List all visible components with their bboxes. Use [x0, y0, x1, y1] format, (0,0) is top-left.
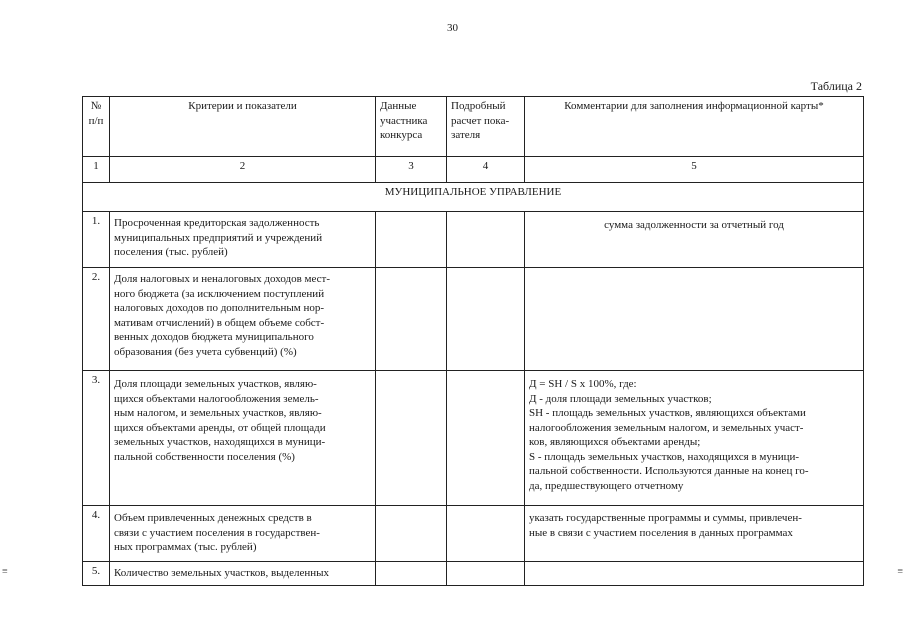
column-number: 5 [525, 157, 864, 183]
table-row [83, 371, 864, 506]
row-data-cell [376, 506, 447, 562]
row-calc-cell [447, 506, 525, 562]
row-data-cell [376, 268, 447, 371]
row-number: 2. [83, 268, 110, 371]
row-criteria: Просроченная кредиторская задолженность муниципальных предприятий и учреждений поселения (тыс. рублей) [110, 212, 376, 268]
row-criteria: Объем привлеченных денежных средств в связи с участием поселения в государствен- ных программах (тыс. рублей) [110, 506, 376, 562]
section-row [83, 183, 864, 212]
table-header-row [83, 97, 864, 157]
column-number: 4 [447, 157, 525, 183]
row-number: 3. [83, 371, 110, 506]
column-number: 1 [83, 157, 110, 183]
row-comment [525, 562, 864, 586]
row-number: 5. [83, 562, 110, 586]
row-criteria: Количество земельных участков, выделенных [110, 562, 376, 586]
formula-line: S - площадь земельных участков, находящихся в муници- [529, 450, 800, 463]
section-title: МУНИЦИПАЛЬНОЕ УПРАВЛЕНИЕ [83, 183, 864, 212]
page-number: 30 [447, 22, 458, 34]
header-calc: Подробный расчет пока- зателя [447, 97, 525, 157]
column-number: 2 [110, 157, 376, 183]
criteria-table [82, 96, 864, 586]
formula-line: да, предшествующего отчетному [529, 479, 684, 492]
row-data-cell [376, 371, 447, 506]
header-data: Данные участника конкурса [376, 97, 447, 157]
table-caption: Таблица 2 [810, 79, 862, 93]
row-data-cell [376, 212, 447, 268]
row-comment: указать государственные программы и суммы, привлечен- ные в связи с участием поселения в данных программах [525, 506, 864, 562]
row-data-cell [376, 562, 447, 586]
column-number: 3 [376, 157, 447, 183]
row-calc-cell [447, 562, 525, 586]
table-row [83, 212, 864, 268]
right-margin-mark: ≡ [897, 566, 903, 577]
formula-line: налогообложения земельным налогом, и земельных участ- [529, 421, 804, 434]
table-row [83, 506, 864, 562]
row-comment [525, 268, 864, 371]
formula-line: ков, являющихся объектами аренды; [529, 436, 701, 448]
row-comment: сумма задолженности за отчетный год [525, 212, 864, 268]
row-comment [525, 371, 864, 506]
row-criteria: Доля налоговых и неналоговых доходов мест- ного бюджета (за исключением поступлений налоговых доходов по дополнительным нор- мативам отчислений) в общем объеме собст- венных доходов бюджета муниципального образования (без учета субвенций) (%) [110, 268, 376, 371]
formula-line: SH - площадь земельных участков, являющихся объектами [529, 407, 806, 419]
header-criteria: Критерии и показатели [110, 97, 376, 157]
formula-line: Д - доля площади земельных участков; [529, 392, 712, 405]
formula-line: Д = SH / S x 100%, где: [529, 378, 637, 390]
row-criteria: Доля площади земельных участков, являю- щихся объектами налогообложения земель- ным налогом, и земельных участков, являю- щихся объектами аренды, от общей площади земельных участков, находящихся в муници- пальной собственности поселения (%) [110, 371, 376, 506]
row-number: 4. [83, 506, 110, 562]
header-comments: Комментарии для заполнения информационной карты* [525, 97, 864, 157]
row-calc-cell [447, 212, 525, 268]
left-margin-mark: ≡ [2, 566, 8, 577]
formula-line: пальной собственности. Используются данные на конец го- [529, 465, 809, 477]
column-number-row [83, 157, 864, 183]
row-calc-cell [447, 371, 525, 506]
table-row [83, 268, 864, 371]
row-number: 1. [83, 212, 110, 268]
table-row [83, 562, 864, 586]
row-calc-cell [447, 268, 525, 371]
header-num: № п/п [83, 97, 110, 157]
